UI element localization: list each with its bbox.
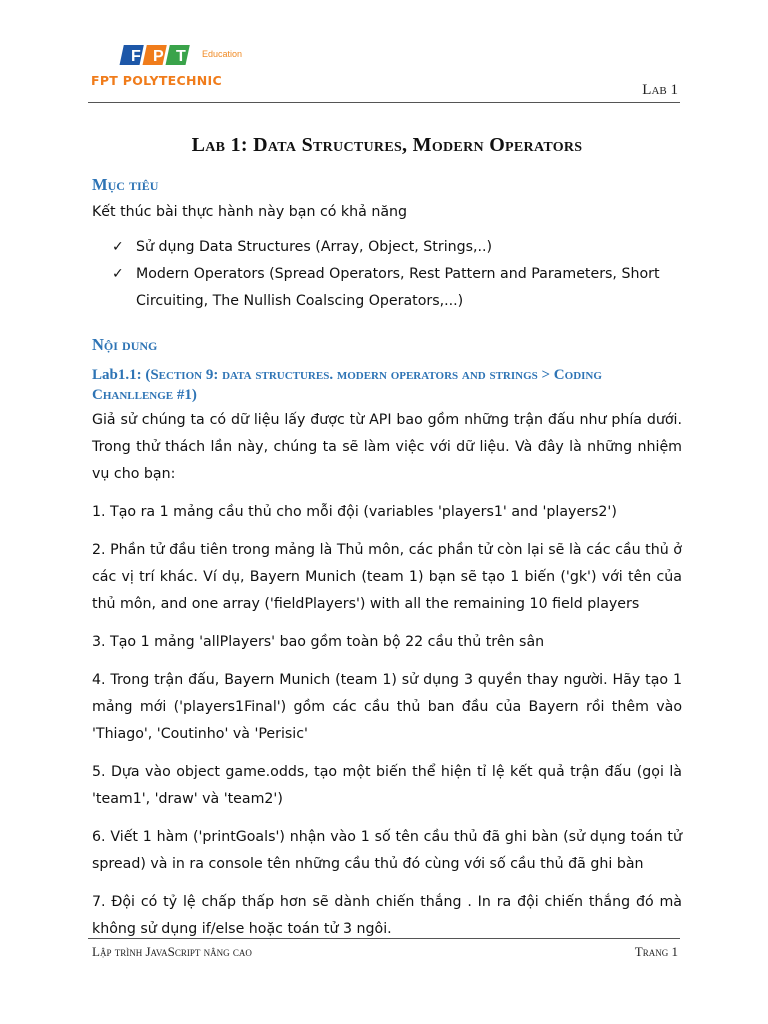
task-item: 3. Tạo 1 mảng 'allPlayers' bao gồm toàn bộ 22 cầu thủ trên sân [92, 634, 545, 650]
task-item: 2. Phần tử đầu tiên trong mảng là Thủ môn, các phần tử còn lại sẽ là các cầu thủ ở các vị trí khác. Ví dụ, Bayern Munich (team 1) bạn sẽ tạo 1 biến ('gk') với tên của thủ môn, and one array ('fieldPlayers') with all the remaining 10 field players [92, 542, 682, 612]
header-lab-label: Lab 1 [642, 82, 678, 98]
logo-education-text: Education [202, 49, 243, 59]
logo-letter-p: P [153, 48, 164, 65]
content-heading: Nội dung [92, 335, 158, 354]
logo-letter-t: T [176, 48, 186, 65]
task-item: 5. Dựa vào object game.odds, tạo một biến thể hiện tỉ lệ kết quả trận đấu (gọi là 'team1', 'draw' và 'team2') [92, 764, 682, 807]
task-item: 4. Trong trận đấu, Bayern Munich (team 1) sử dụng 3 quyền thay người. Hãy tạo 1 mảng mới ('players1Final') gồm các cầu thủ ban đầu của Bayern rồi thêm vào 'Thiago', 'Coutinho' và 'Perisic' [92, 672, 682, 742]
task-item: 6. Viết 1 hàm ('printGoals') nhận vào 1 số tên cầu thủ đã ghi bàn (sử dụng toán tử spread) và in ra console tên những cầu thủ đó cùng với số cầu thủ đã ghi bàn [92, 829, 682, 872]
objective-item [112, 234, 682, 261]
lab-prefix: Lab1.1: ( [92, 367, 151, 383]
task-item: 7. Đội có tỷ lệ chấp thấp hơn sẽ dành chiến thắng . In ra đội chiến thắng đó mà không sử dụng if/else hoặc toán tử 3 ngôi. [92, 894, 682, 937]
objective-item-text: Modern Operators (Spread Operators, Rest Pattern and Parameters, Short Circuiting, The Nullish Coalscing Operators,...) [136, 266, 660, 309]
logo-letter-f: F [131, 48, 141, 65]
footer-course-name: Lập trình JavaScript nâng cao [92, 944, 252, 959]
footer-divider [88, 938, 680, 939]
lab-section: Section 9: data structures. modern operators and strings > Coding Chanllenge #1) [92, 367, 602, 403]
task-item: 1. Tạo ra 1 mảng cầu thủ cho mỗi đội (variables 'players1' and 'players2') [92, 504, 617, 520]
fpt-logo [88, 40, 248, 100]
org-name: FPT POLYTECHNIC [91, 73, 222, 88]
objective-heading: Mục tiêu [92, 175, 159, 194]
objective-list [112, 234, 682, 315]
footer-page-number: Trang 1 [634, 944, 678, 959]
page-title: Lab 1: Data Structures, Modern Operators [191, 134, 583, 156]
document-content [92, 130, 682, 954]
lab-intro: Giả sử chúng ta có dữ liệu lấy được từ API bao gồm những trận đấu như phía dưới. Trong thử thách lần này, chúng ta sẽ làm việc với dữ liệu. Và đây là những nhiệm vụ cho bạn: [92, 412, 682, 482]
lab-heading [92, 365, 682, 405]
fpt-logo-icon [118, 44, 196, 66]
check-icon: ✓ [112, 239, 124, 255]
objective-item [112, 261, 682, 315]
check-icon: ✓ [112, 266, 124, 282]
header-divider [88, 102, 680, 103]
objective-item-text: Sử dụng Data Structures (Array, Object, Strings,..) [136, 239, 493, 255]
objective-intro: Kết thúc bài thực hành này bạn có khả năng [92, 204, 408, 220]
